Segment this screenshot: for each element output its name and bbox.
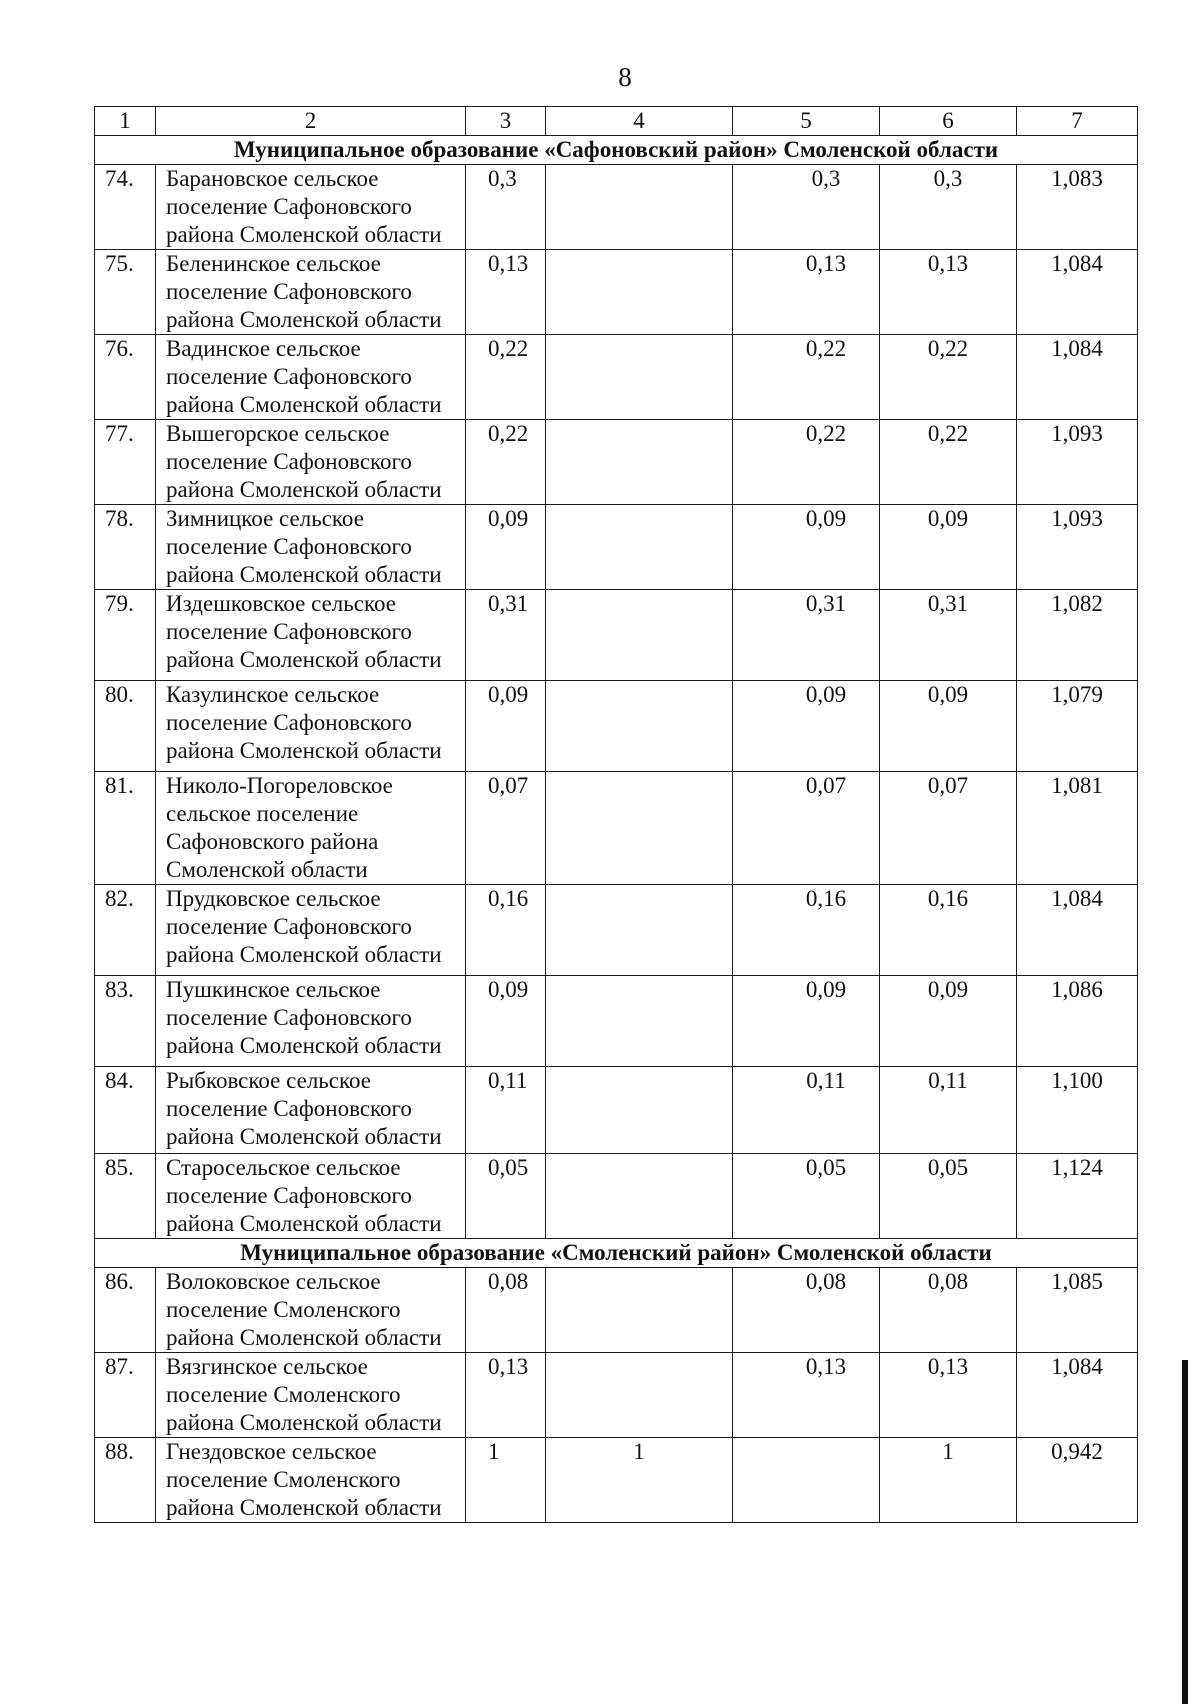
table-cell-col3: 1 <box>466 1438 546 1523</box>
table-cell-col4 <box>546 681 733 772</box>
table-cell-col5: 0,13 <box>733 250 880 335</box>
table-cell-col6: 0,09 <box>880 505 1017 590</box>
table-cell-col3: 0,31 <box>466 590 546 681</box>
table-cell-col5: 0,3 <box>733 165 880 250</box>
column-number-row <box>95 107 1138 136</box>
table-cell-number: 83. <box>95 976 156 1067</box>
table-cell-col4 <box>546 590 733 681</box>
table-row <box>95 1438 1138 1523</box>
section-header-row <box>95 1239 1138 1268</box>
table-cell-col3: 0,05 <box>466 1154 546 1239</box>
table-row <box>95 772 1138 885</box>
table-cell-col5: 0,22 <box>733 420 880 505</box>
table-cell-col3: 0,11 <box>466 1067 546 1154</box>
table-cell-name: Беленинское сельское поселение Сафоновского района Смоленской области <box>156 250 466 335</box>
table-cell-col7: 1,100 <box>1017 1067 1138 1154</box>
table-cell-col3: 0,09 <box>466 505 546 590</box>
table-cell-col6: 0,3 <box>880 165 1017 250</box>
table-row <box>95 590 1138 681</box>
table-cell-col4: 1 <box>546 1438 733 1523</box>
table-cell-col5: 0,11 <box>733 1067 880 1154</box>
table-row <box>95 1067 1138 1154</box>
table-cell-name: Пушкинское сельское поселение Сафоновского района Смоленской области <box>156 976 466 1067</box>
table-cell-col4 <box>546 1353 733 1438</box>
table-row <box>95 681 1138 772</box>
table-cell-col3: 0,13 <box>466 1353 546 1438</box>
table-cell-name: Вадинское сельское поселение Сафоновского района Смоленской области <box>156 335 466 420</box>
table-row <box>95 1154 1138 1239</box>
table-cell-col3: 0,09 <box>466 976 546 1067</box>
section-title: Муниципальное образование «Смоленский район» Смоленской области <box>95 1239 1138 1268</box>
table-cell-number: 86. <box>95 1268 156 1353</box>
table-row <box>95 1353 1138 1438</box>
table-cell-number: 78. <box>95 505 156 590</box>
table-cell-col6: 0,16 <box>880 885 1017 976</box>
column-header: 1 <box>95 107 156 136</box>
table-cell-col6: 0,22 <box>880 335 1017 420</box>
table-cell-name: Николо-Погореловское сельское поселение Сафоновского района Смоленской области <box>156 772 466 885</box>
column-header: 3 <box>466 107 546 136</box>
column-header: 7 <box>1017 107 1138 136</box>
table-cell-col5 <box>733 1438 880 1523</box>
table-cell-col7: 1,084 <box>1017 1353 1138 1438</box>
table-cell-col4 <box>546 335 733 420</box>
table-cell-number: 81. <box>95 772 156 885</box>
table-cell-col3: 0,08 <box>466 1268 546 1353</box>
column-header: 5 <box>733 107 880 136</box>
table-cell-name: Прудковское сельское поселение Сафоновского района Смоленской области <box>156 885 466 976</box>
column-header: 4 <box>546 107 733 136</box>
table-cell-col4 <box>546 772 733 885</box>
column-header: 2 <box>156 107 466 136</box>
table-cell-col7: 1,084 <box>1017 250 1138 335</box>
table-cell-col5: 0,09 <box>733 505 880 590</box>
table-cell-col3: 0,13 <box>466 250 546 335</box>
table-cell-col6: 0,11 <box>880 1067 1017 1154</box>
table-cell-col6: 0,05 <box>880 1154 1017 1239</box>
table-cell-number: 88. <box>95 1438 156 1523</box>
table-cell-number: 85. <box>95 1154 156 1239</box>
table-cell-col4 <box>546 165 733 250</box>
table-row <box>95 420 1138 505</box>
table-cell-number: 76. <box>95 335 156 420</box>
column-header: 6 <box>880 107 1017 136</box>
table-cell-col4 <box>546 885 733 976</box>
table-cell-col4 <box>546 1067 733 1154</box>
section-header-row <box>95 136 1138 165</box>
table-cell-name: Барановское сельское поселение Сафоновского района Смоленской области <box>156 165 466 250</box>
table-cell-number: 75. <box>95 250 156 335</box>
table-cell-col4 <box>546 1268 733 1353</box>
table-cell-number: 79. <box>95 590 156 681</box>
table-cell-col5: 0,07 <box>733 772 880 885</box>
table-cell-col6: 0,13 <box>880 1353 1017 1438</box>
table-row <box>95 165 1138 250</box>
table-cell-col5: 0,22 <box>733 335 880 420</box>
table-cell-col7: 1,081 <box>1017 772 1138 885</box>
table-cell-col5: 0,13 <box>733 1353 880 1438</box>
table-cell-col7: 1,084 <box>1017 885 1138 976</box>
table-cell-col7: 1,082 <box>1017 590 1138 681</box>
table-cell-name: Вязгинское сельское поселение Смоленского района Смоленской области <box>156 1353 466 1438</box>
table-cell-col6: 0,13 <box>880 250 1017 335</box>
table-cell-col6: 1 <box>880 1438 1017 1523</box>
table-cell-col5: 0,09 <box>733 681 880 772</box>
table-row <box>95 505 1138 590</box>
table-cell-col5: 0,16 <box>733 885 880 976</box>
table-row <box>95 250 1138 335</box>
table-cell-col3: 0,07 <box>466 772 546 885</box>
table-cell-name: Зимницкое сельское поселение Сафоновского района Смоленской области <box>156 505 466 590</box>
scan-edge-mark <box>1182 1360 1188 1704</box>
table-cell-name: Гнездовское сельское поселение Смоленского района Смоленской области <box>156 1438 466 1523</box>
table-cell-number: 77. <box>95 420 156 505</box>
table-cell-col3: 0,09 <box>466 681 546 772</box>
table-body <box>95 107 1138 1523</box>
table-cell-col6: 0,07 <box>880 772 1017 885</box>
table-cell-col7: 1,124 <box>1017 1154 1138 1239</box>
table-cell-col7: 1,083 <box>1017 165 1138 250</box>
table-cell-col4 <box>546 505 733 590</box>
table-cell-col7: 0,942 <box>1017 1438 1138 1523</box>
table-cell-name: Волоковское сельское поселение Смоленского района Смоленской области <box>156 1268 466 1353</box>
table-cell-col6: 0,09 <box>880 681 1017 772</box>
table-cell-col4 <box>546 1154 733 1239</box>
allocation-table <box>94 106 1138 1523</box>
table-row <box>95 335 1138 420</box>
table-cell-number: 82. <box>95 885 156 976</box>
table-cell-col5: 0,31 <box>733 590 880 681</box>
table-cell-col7: 1,086 <box>1017 976 1138 1067</box>
table-cell-number: 74. <box>95 165 156 250</box>
table-cell-col7: 1,093 <box>1017 505 1138 590</box>
table-cell-col3: 0,22 <box>466 335 546 420</box>
table-cell-number: 84. <box>95 1067 156 1154</box>
table-cell-col3: 0,3 <box>466 165 546 250</box>
table-cell-col6: 0,08 <box>880 1268 1017 1353</box>
table-cell-col6: 0,09 <box>880 976 1017 1067</box>
table-cell-col6: 0,31 <box>880 590 1017 681</box>
table-cell-col5: 0,08 <box>733 1268 880 1353</box>
table-cell-col7: 1,093 <box>1017 420 1138 505</box>
table-cell-col3: 0,16 <box>466 885 546 976</box>
table-cell-number: 87. <box>95 1353 156 1438</box>
table-cell-name: Старосельское сельское поселение Сафоновского района Смоленской области <box>156 1154 466 1239</box>
table-cell-name: Издешковское сельское поселение Сафоновского района Смоленской области <box>156 590 466 681</box>
section-title: Муниципальное образование «Сафоновский район» Смоленской области <box>95 136 1138 165</box>
table-row <box>95 885 1138 976</box>
table-row <box>95 976 1138 1067</box>
table-cell-col7: 1,084 <box>1017 335 1138 420</box>
table-cell-col4 <box>546 250 733 335</box>
table-row <box>95 1268 1138 1353</box>
table-cell-col7: 1,085 <box>1017 1268 1138 1353</box>
table-cell-col5: 0,09 <box>733 976 880 1067</box>
table-cell-name: Вышегорское сельское поселение Сафоновского района Смоленской области <box>156 420 466 505</box>
table-cell-number: 80. <box>95 681 156 772</box>
table-cell-col7: 1,079 <box>1017 681 1138 772</box>
page-number: 8 <box>618 62 632 92</box>
table-cell-col3: 0,22 <box>466 420 546 505</box>
table-cell-col4 <box>546 976 733 1067</box>
table-cell-col4 <box>546 420 733 505</box>
table-cell-name: Казулинское сельское поселение Сафоновского района Смоленской области <box>156 681 466 772</box>
table-cell-col5: 0,05 <box>733 1154 880 1239</box>
table-cell-col6: 0,22 <box>880 420 1017 505</box>
table-cell-name: Рыбковское сельское поселение Сафоновского района Смоленской области <box>156 1067 466 1154</box>
